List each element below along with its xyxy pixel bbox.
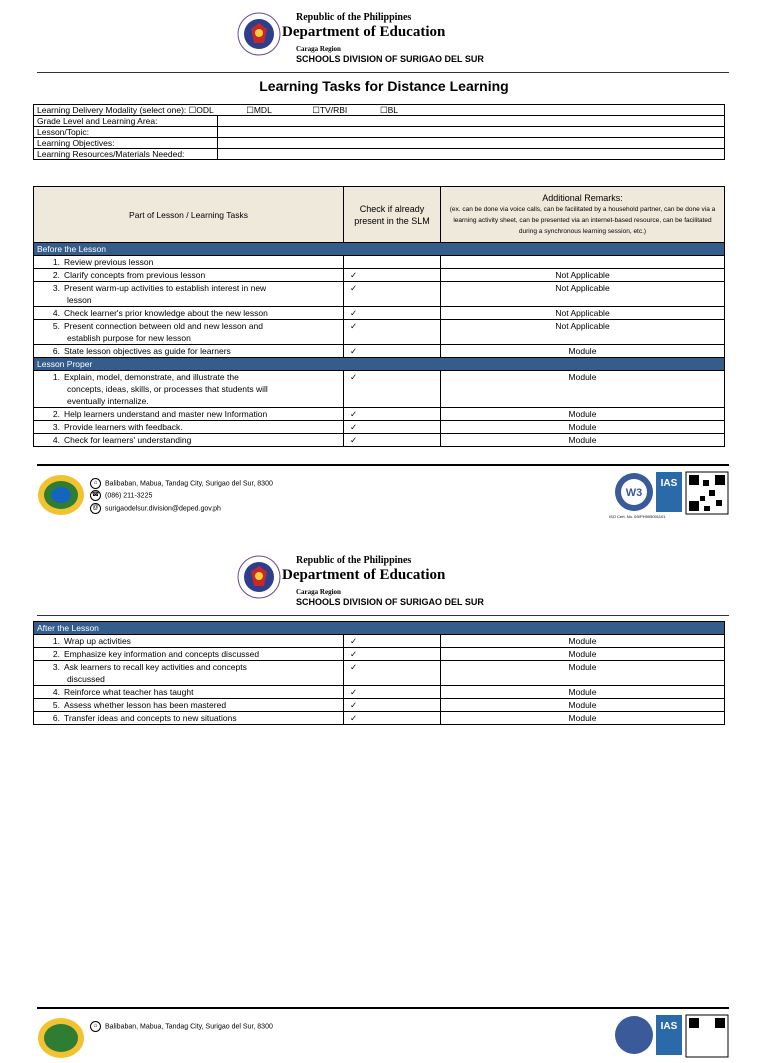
option-label: TV/RBI [319,105,348,115]
page1-footer [0,466,768,524]
remark-cell[interactable]: Module [441,408,725,421]
task-number: 1. [52,636,60,646]
remark-cell[interactable]: Module [441,661,725,686]
task-cell [34,635,344,648]
objectives-row [34,138,725,149]
col-check: Check if already present in the SLM [344,187,441,243]
remark-cell[interactable]: Module [441,345,725,358]
task-cell [34,371,344,408]
location-icon: ⌂ [90,1021,101,1032]
grade-field[interactable] [218,116,725,127]
proper-section [34,358,725,447]
task-number: 4. [52,308,60,318]
task-text: Present warm-up activities to establish interest in new lesson [64,283,267,305]
before-section [34,243,725,358]
modality-cell [34,105,725,116]
section-bar [34,358,725,371]
email-icon: @ [90,503,101,514]
resources-field[interactable] [218,149,725,160]
task-text: Check for learners' understanding [64,435,192,445]
phone-line [90,490,273,502]
remark-cell[interactable]: Not Applicable [441,307,725,320]
department-label: Department of Education [282,567,446,583]
department-label: Department of Education [282,24,446,40]
table-row [34,699,725,712]
check-cell[interactable]: ✓ [344,421,441,434]
lesson-field[interactable] [218,127,725,138]
check-cell[interactable]: ✓ [344,648,441,661]
task-number: 3. [52,662,60,672]
option-label: MDL [253,105,272,115]
division-label: SCHOOLS DIVISION OF SURIGAO DEL SUR [296,54,484,64]
task-cell [34,307,344,320]
info-table [33,104,725,160]
remark-cell[interactable]: Not Applicable [441,282,725,307]
check-cell[interactable]: ✓ [344,345,441,358]
task-cell [34,282,344,307]
option-label: BL [387,105,399,115]
check-cell[interactable] [344,256,441,269]
task-number: 6. [52,713,60,723]
task-cell [34,320,344,345]
task-number: 6. [52,346,60,356]
check-cell[interactable]: ✓ [344,635,441,648]
grade-label: Grade Level and Learning Area: [34,116,218,127]
task-number: 3. [52,422,60,432]
task-number: 4. [52,435,60,445]
remark-cell[interactable]: Module [441,699,725,712]
email-text: surigaodelsur.division@deped.gov.ph [105,505,221,513]
division-label: SCHOOLS DIVISION OF SURIGAO DEL SUR [296,597,484,607]
check-cell[interactable]: ✓ [344,320,441,345]
after-section [34,622,725,725]
table-row [34,307,725,320]
phone-icon: ☎ [90,490,101,501]
remark-cell[interactable]: Module [441,648,725,661]
ias-text: IAS [660,1021,678,1032]
option-label: ODL [196,105,214,115]
remark-cell[interactable]: Not Applicable [441,320,725,345]
email-line [90,503,273,515]
task-text: Review previous lesson [64,257,154,267]
check-cell[interactable]: ✓ [344,371,441,408]
remarks-note: (ex. can be done via voice calls, can be facilitated by a household partner, can be done via a learning activity sheet, can be presented via an internet-based resource, can be facilitated during a synchronous learning session, etc.) [449,206,716,235]
modality-row [34,105,725,116]
page2-footer [0,1009,768,1032]
check-cell[interactable]: ✓ [344,699,441,712]
task-text: Assess whether lesson has been mastered [64,700,227,710]
table-row [34,661,725,686]
certification-badges-icon [614,1013,730,1063]
task-cell [34,661,344,686]
deped-seal-icon [237,12,281,56]
task-number: 3. [52,283,60,293]
task-text: Explain, model, demonstrate, and illustrate the concepts, ideas, skills, or processes that students will eventually internalize. [64,372,268,406]
task-text: Ask learners to recall key activities and concepts discussed [64,662,247,684]
table-row [34,712,725,725]
remark-cell[interactable]: Module [441,371,725,408]
task-cell [34,434,344,447]
region-label: Caraga Region [296,588,341,596]
address-text: Balibaban, Mabua, Tandag City, Surigao del Sur, 8300 [105,1023,273,1031]
section-label: Lesson Proper [34,358,725,371]
task-text: Present connection between old and new lesson and establish purpose for new lesson [64,321,263,343]
page1-header [0,12,768,74]
task-text: State lesson objectives as guide for learners [64,346,231,356]
republic-label: Republic of the Philippines [296,12,412,23]
remark-cell[interactable]: Module [441,635,725,648]
check-cell[interactable]: ✓ [344,661,441,686]
table-row [34,320,725,345]
remark-cell[interactable]: Module [441,712,725,725]
task-number: 5. [52,321,60,331]
task-text: Emphasize key information and concepts discussed [64,649,260,659]
task-number: 5. [52,700,60,710]
task-cell [34,712,344,725]
table-row [34,256,725,269]
table-row [34,371,725,408]
table-row [34,269,725,282]
tasks-table-continued [33,621,725,725]
task-cell [34,345,344,358]
svg-text:W3: W3 [625,487,643,499]
address-line [90,1021,273,1033]
cert-number: ISO Cert. No. 0S/PH905001101 [609,514,666,519]
certification-badges-icon [614,470,730,520]
tasks-header-row [34,187,725,243]
remark-cell[interactable]: Module [441,686,725,699]
task-cell [34,648,344,661]
task-cell [34,269,344,282]
resources-row [34,149,725,160]
task-text: Clarify concepts from previous lesson [64,270,206,280]
table-row [34,282,725,307]
remark-cell[interactable]: Not Applicable [441,269,725,282]
task-cell [34,408,344,421]
modality-label: Learning Delivery Modality (select one): [37,105,187,115]
modality-option-bl[interactable]: ☐BL [380,105,399,115]
task-number: 4. [52,687,60,697]
section-label: After the Lesson [34,622,725,635]
table-row [34,434,725,447]
table-row [34,686,725,699]
deped-seal-icon [237,555,281,599]
task-cell [34,256,344,269]
task-number: 2. [52,270,60,280]
task-text: Check learner's prior knowledge about the new lesson [64,308,268,318]
check-cell[interactable]: ✓ [344,434,441,447]
task-cell [34,686,344,699]
task-cell [34,699,344,712]
section-label: Before the Lesson [34,243,725,256]
table-row [34,421,725,434]
objectives-field[interactable] [218,138,725,149]
location-icon: ⌂ [90,478,101,489]
check-cell[interactable]: ✓ [344,712,441,725]
remark-cell[interactable]: Module [441,434,725,447]
contact-lines [90,478,273,515]
objectives-label: Learning Objectives: [34,138,218,149]
address-line [90,478,273,490]
task-text: Help learners understand and master new Information [64,409,268,419]
lesson-row [34,127,725,138]
page2-header [0,555,768,617]
lesson-label: Lesson/Topic: [34,127,218,138]
svg-text:IAS: IAS [660,478,678,489]
remarks-title: Additional Remarks: [542,193,623,203]
tasks-table [33,186,725,447]
task-text: Transfer ideas and concepts to new situations [64,713,237,723]
modality-option-tvrbi[interactable]: ☐TV/RBI [312,105,348,115]
modality-option-mdl[interactable]: ☐MDL [246,105,272,115]
division-logo-icon [37,1017,85,1059]
col-remarks [441,187,725,243]
col-part: Part of Lesson / Learning Tasks [34,187,344,243]
table-row [34,408,725,421]
check-cell[interactable]: ✓ [344,408,441,421]
remark-cell[interactable]: Module [441,421,725,434]
check-cell[interactable]: ✓ [344,282,441,307]
contact-lines [90,1021,273,1033]
check-cell[interactable]: ✓ [344,269,441,282]
phone-text: (086) 211-3225 [105,492,153,500]
task-number: 2. [52,409,60,419]
table-row [34,635,725,648]
header-rule [37,615,729,616]
section-bar [34,622,725,635]
task-text: Reinforce what teacher has taught [64,687,194,697]
table-row [34,345,725,358]
task-text: Provide learners with feedback. [64,422,183,432]
task-cell [34,421,344,434]
header-rule [37,72,729,73]
section-bar [34,243,725,256]
region-label: Caraga Region [296,45,341,53]
table-row [34,648,725,661]
task-text: Wrap up activities [64,636,131,646]
page-title: Learning Tasks for Distance Learning [259,78,509,94]
task-number: 1. [52,372,60,382]
modality-option-odl[interactable]: ☐ODL [188,105,214,115]
remark-cell[interactable] [441,256,725,269]
check-cell[interactable]: ✓ [344,686,441,699]
check-cell[interactable]: ✓ [344,307,441,320]
task-number: 1. [52,257,60,267]
resources-label: Learning Resources/Materials Needed: [34,149,218,160]
division-logo-icon [37,474,85,516]
task-number: 2. [52,649,60,659]
address-text: Balibaban, Mabua, Tandag City, Surigao del Sur, 8300 [105,480,273,488]
grade-row [34,116,725,127]
republic-label: Republic of the Philippines [296,555,412,566]
